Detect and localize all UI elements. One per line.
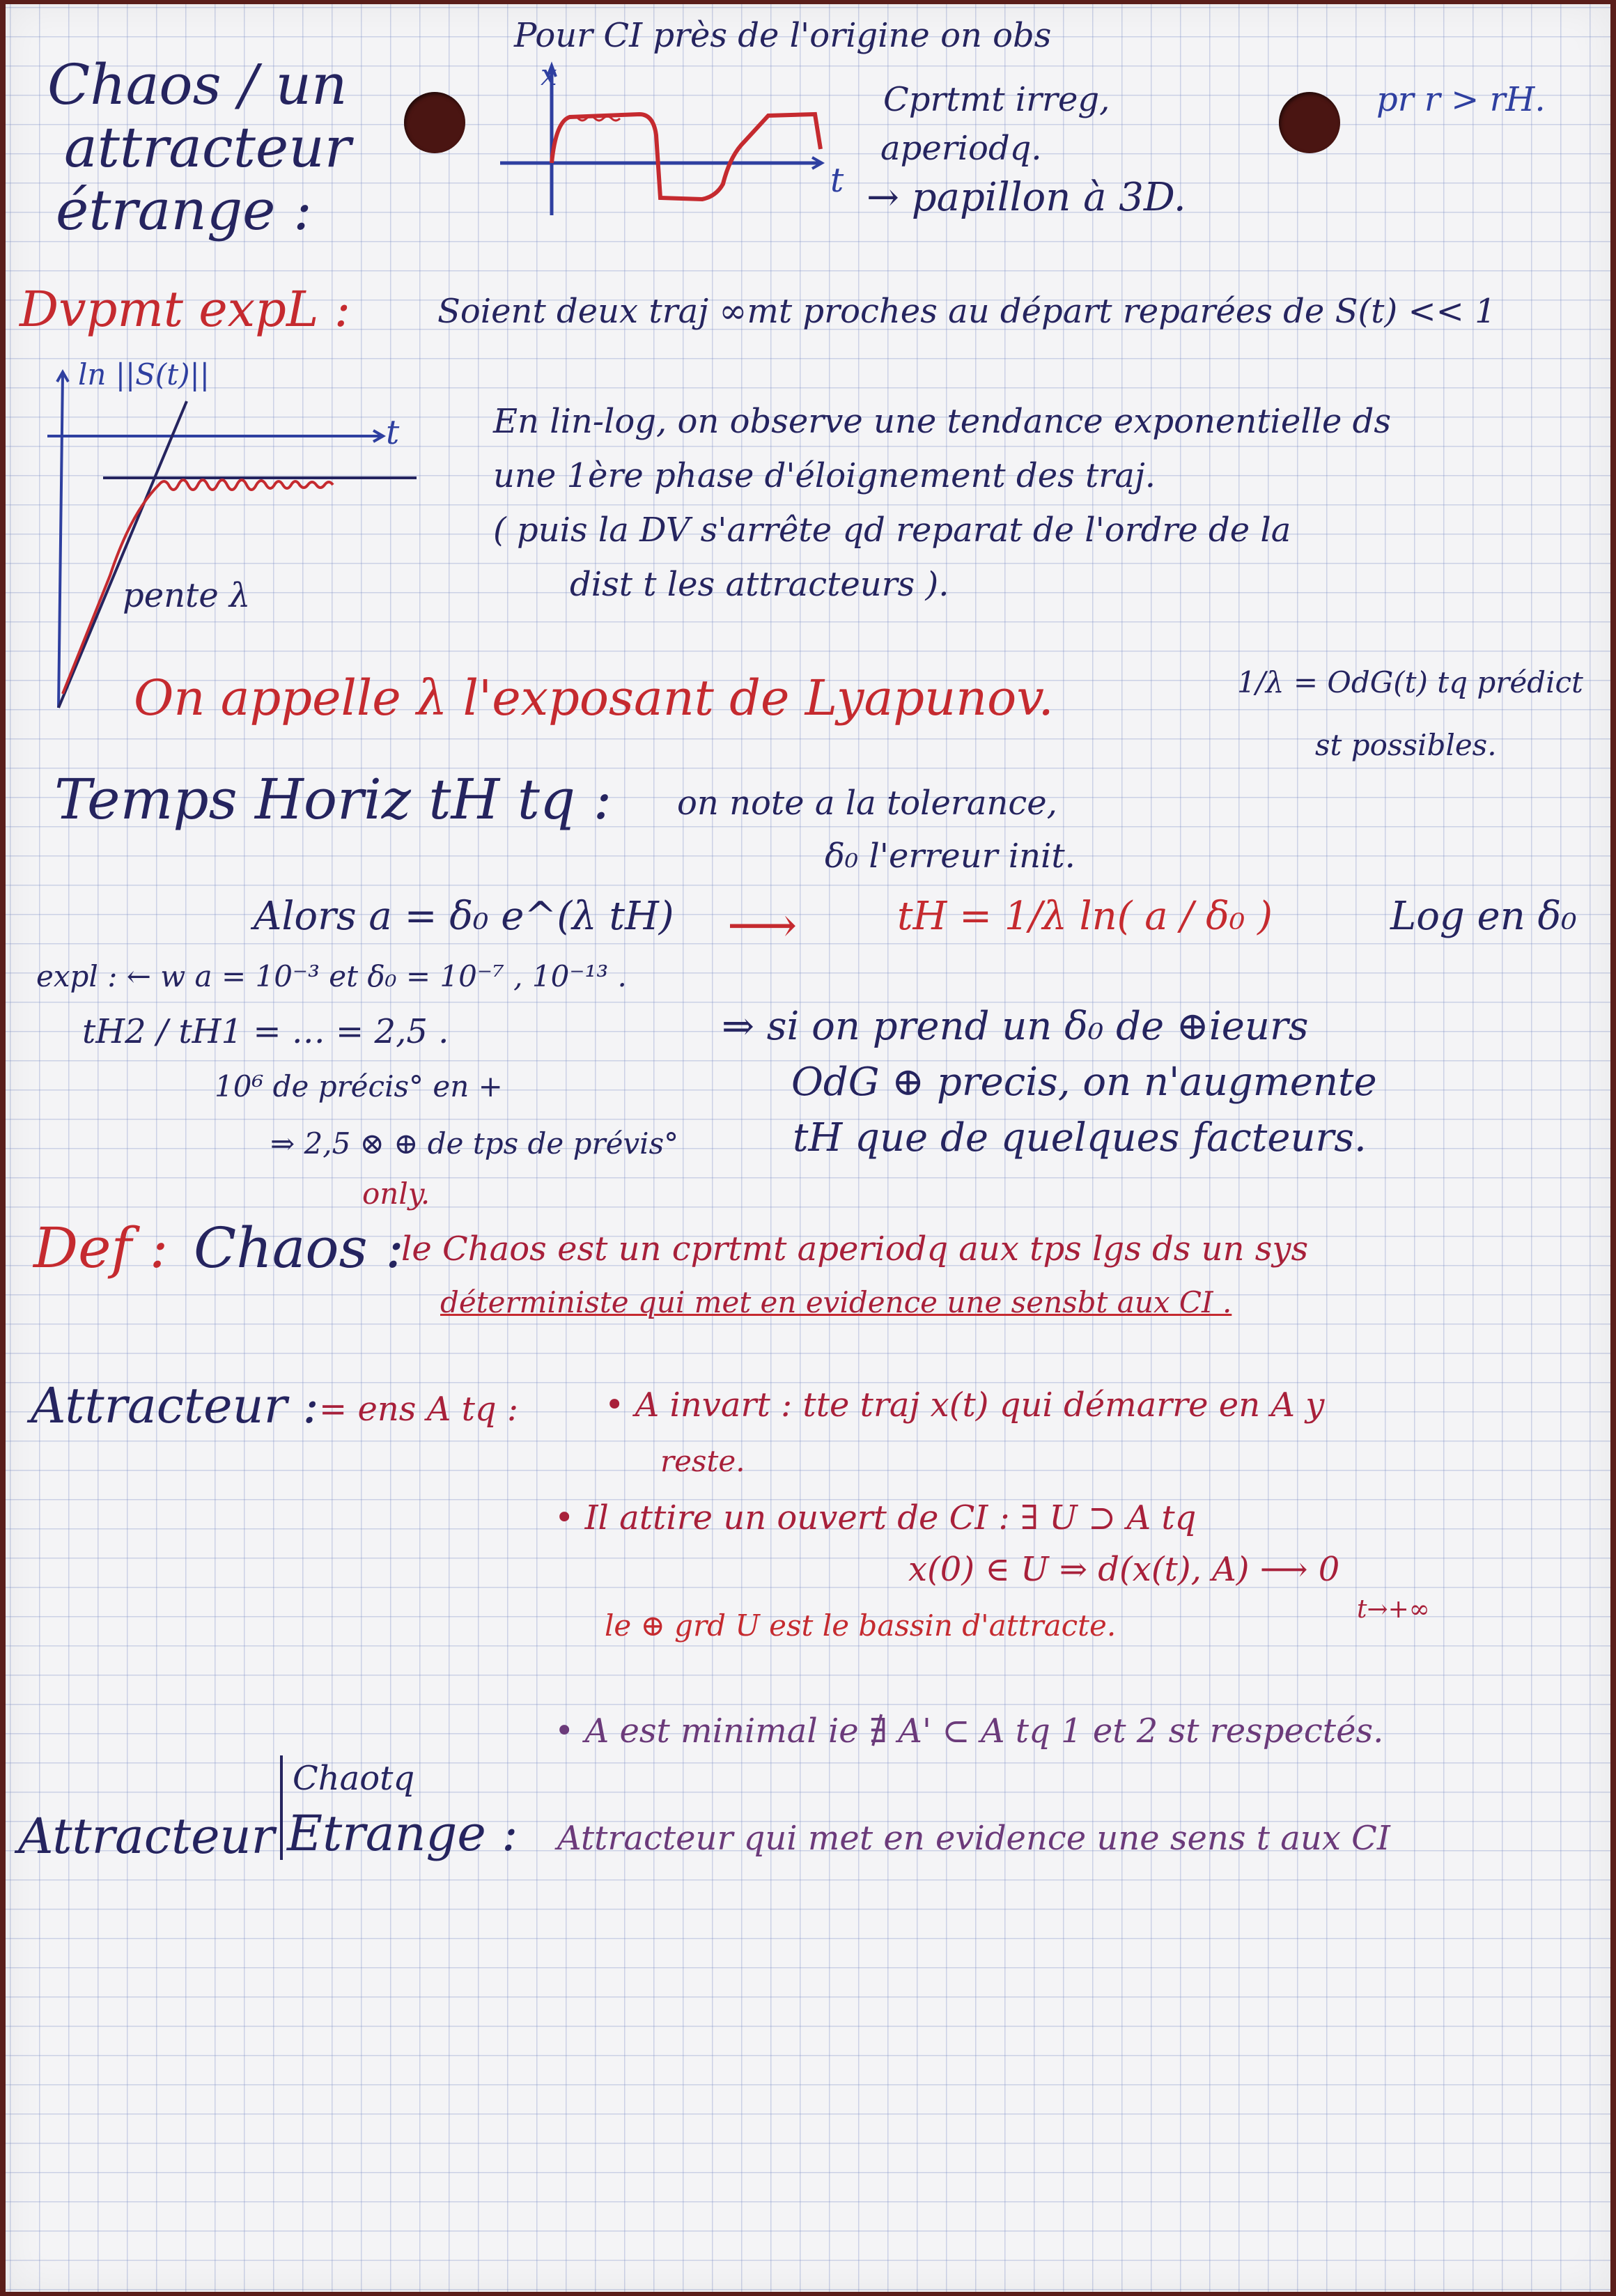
behaviour-line-1: Cprtmt irreg, xyxy=(883,80,1110,119)
attractor-bullet-3: • A est minimal ie ∄ A' ⊂ A tq 1 et 2 st respectés. xyxy=(554,1712,1384,1751)
lyapunov-note-2: st possibles. xyxy=(1315,728,1497,762)
horizon-conclusion-1: ⇒ si on prend un δ₀ de ⊕ieurs xyxy=(722,1004,1309,1049)
behaviour-line-2: aperiodq. xyxy=(880,129,1042,168)
horizon-note-2: δ₀ l'erreur init. xyxy=(825,837,1075,876)
attractor-basin: le ⊕ grd U est le bassin d'attracte. xyxy=(605,1608,1117,1643)
notebook-page xyxy=(6,4,1610,2292)
attractor-limit: t→+∞ xyxy=(1357,1595,1430,1624)
attractor-bullet-2: • Il attire un ouvert de CI : ∃ U ⊃ A tq xyxy=(554,1498,1197,1537)
graph-axis-t: t xyxy=(830,161,844,200)
divergence-line-4: dist t les attracteurs ). xyxy=(570,565,949,604)
lyapunov-sentence: On appelle λ l'exposant de Lyapunov. xyxy=(134,669,1054,727)
attractor-label: Attracteur : xyxy=(31,1377,319,1434)
lyapunov-note-1: 1/λ = OdG(t) tq prédict xyxy=(1237,665,1583,699)
divergence-axis-t: t xyxy=(386,413,400,452)
horizon-formula-left: Alors a = δ₀ e^(λ tH) xyxy=(254,894,674,939)
horizon-consequence: ⇒ 2,5 ⊗ ⊕ de tps de prévis° xyxy=(270,1126,679,1161)
attractor-def-start: = ens A tq : xyxy=(319,1390,519,1429)
slope-label: pente λ xyxy=(123,576,251,615)
divergence-line-2: une 1ère phase d'éloignement des traj. xyxy=(493,456,1156,495)
definition-line-2: déterministe qui met en evidence une sensbt aux CI . xyxy=(440,1285,1232,1319)
graph-axis-x: x xyxy=(541,58,557,92)
strange-sub-1: Chaotq xyxy=(293,1759,415,1798)
behaviour-line-3: → papillon à 3D. xyxy=(867,175,1186,220)
title-line-3: étrange : xyxy=(56,178,312,242)
divergence-plot xyxy=(47,366,465,715)
divergence-line-3: ( puis la DV s'arrête qd reparat de l'ordre de la xyxy=(493,511,1291,550)
attractor-bullet-1: • A invart : tte traj x(t) qui démarre en A y xyxy=(605,1386,1325,1425)
strange-sub-2: Etrange : xyxy=(287,1805,518,1862)
title-line-2: attracteur xyxy=(64,115,351,180)
divergence-heading: Dvpmt expL : xyxy=(20,281,351,338)
condition-note: pr r > rH. xyxy=(1376,80,1546,119)
horizon-example: expl : ← w a = 10⁻³ et δ₀ = 10⁻⁷ , 10⁻¹³ . xyxy=(36,959,627,993)
attractor-bullet-2-math: x(0) ∈ U ⇒ d(x(t), A) ⟶ 0 xyxy=(908,1550,1340,1589)
graph-caption: Pour CI près de l'origine on obs xyxy=(514,16,1052,55)
horizon-conclusion-3: tH que de quelques facteurs. xyxy=(793,1115,1367,1161)
horizon-conclusion-2: OdG ⊕ precis, on n'augmente xyxy=(791,1060,1377,1105)
definition-term: Chaos : xyxy=(194,1216,405,1280)
strange-label: Attracteur xyxy=(18,1808,275,1865)
divergence-intro: Soient deux traj ∞mt proches au départ reparées de S(t) << 1 xyxy=(437,292,1496,331)
horizon-precision: 10⁶ de précis° en + xyxy=(215,1069,503,1103)
horizon-log-note: Log en δ₀ xyxy=(1390,894,1577,939)
divergence-line-1: En lin-log, on observe une tendance exponentielle ds xyxy=(493,402,1392,441)
horizon-heading: Temps Horiz tH tq : xyxy=(54,767,612,832)
strange-brace xyxy=(280,1755,283,1860)
attractor-bullet-1-cont: reste. xyxy=(660,1444,745,1478)
horizon-note-1: on note a la tolerance, xyxy=(677,784,1057,823)
definition-line-1: le Chaos est un cprtmt aperiodq aux tps lgs ds un sys xyxy=(401,1230,1309,1269)
strange-definition: Attracteur qui met en evidence une sens t aux CI xyxy=(557,1819,1390,1858)
horizon-arrow: ⟶ xyxy=(727,897,798,954)
horizon-ratio: tH2 / tH1 = … = 2,5 . xyxy=(82,1012,449,1051)
divergence-axis-label: ln ||S(t)|| xyxy=(78,357,210,391)
horizon-formula-right: tH = 1/λ ln( a / δ₀ ) xyxy=(897,894,1273,939)
binder-hole-right xyxy=(1279,92,1340,153)
horizon-only: only. xyxy=(362,1177,430,1211)
definition-label: Def : xyxy=(33,1216,169,1280)
title-line-1: Chaos / un xyxy=(47,52,348,117)
binder-hole-left xyxy=(404,92,465,153)
